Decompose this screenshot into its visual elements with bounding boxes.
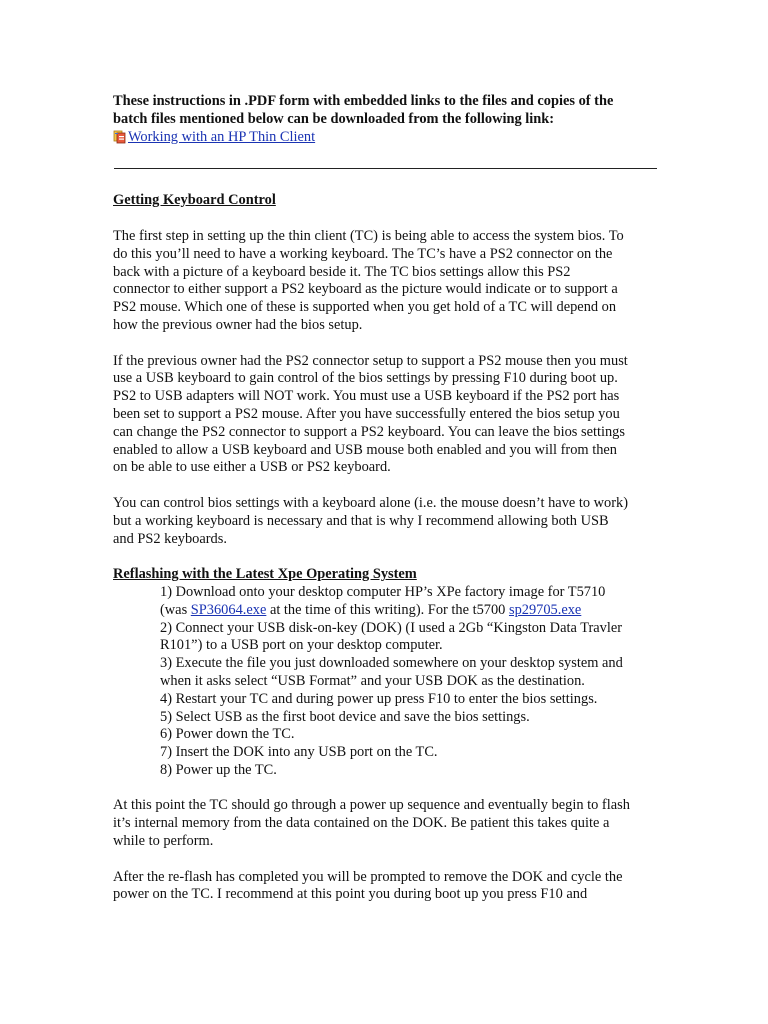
text-line: connector to either support a PS2 keyboard as the picture would indicate or to support a [113,281,618,298]
text-line: If the previous owner had the PS2 connector setup to support a PS2 mouse then you must [113,352,628,369]
text-line: but a working keyboard is necessary and that is why I recommend allowing both USB [113,512,609,529]
step-line [160,602,658,620]
paragraph-keyboard-alone [113,495,658,548]
text-line: PS2 mouse. Which one of these is supported when you get hold of a TC will depend on [113,299,617,316]
download-link[interactable]: Working with an HP Thin Client [128,128,316,145]
text-line: You can control bios settings with a keyboard alone (i.e. the mouse doesn’t have to work) [113,494,629,511]
text-line: on be able to use either a USB or PS2 keyboard. [113,459,391,476]
sp36064-link[interactable]: SP36064.exe [190,601,267,618]
step-line: 3) Execute the file you just downloaded somewhere on your desktop system and [160,655,623,672]
text-line: do this you’ll need to have a working keyboard. The TC’s have a PS2 connector on the [113,245,613,262]
intro-line: batch files mentioned below can be downloaded from the following link: [113,110,555,127]
sp29705-link[interactable]: sp29705.exe [508,601,582,618]
document-page [113,93,658,904]
text-line: and PS2 keyboards. [113,530,227,547]
text-line: enabled to allow a USB keyboard and USB mouse both enabled and you will from then [113,441,617,458]
text-line: can change the PS2 connector to support a PS2 keyboard. You can leave the bios settings [113,423,625,440]
step-line: 4) Restart your TC and during power up press F10 to enter the bios settings. [160,690,598,707]
text-line: been set to support a PS2 mouse. After you have successfully entered the bios setup you [113,405,620,422]
step-line: 6) Power down the TC. [160,726,295,743]
step-line: 8) Power up the TC. [160,761,277,778]
text-line: PS2 to USB adapters will NOT work. You must use a USB keyboard if the PS2 port has [113,388,620,405]
text-line: After the re-flash has completed you will be prompted to remove the DOK and cycle the [113,868,623,885]
text-line: back with a picture of a keyboard beside it. The TC bios settings allow this PS2 [113,263,571,280]
paragraph-flash-sequence [113,797,658,850]
text-line: power on the TC. I recommend at this point you during boot up you press F10 and [113,886,588,903]
paragraph-after-reflash [113,869,658,905]
section-heading: Getting Keyboard Control [113,192,276,209]
step-line: 7) Insert the DOK into any USB port on the TC. [160,744,438,761]
horizontal-divider [114,168,657,169]
text-line: how the previous owner had the bios setup. [113,316,363,333]
reflash-steps-list [113,584,658,780]
step-line: 2) Connect your USB disk-on-key (DOK) (I used a 2Gb “Kingston Data Travler [160,619,623,636]
intro-block [113,93,658,129]
intro-line: These instructions in .PDF form with embedded links to the files and copies of the [113,93,614,109]
download-link-row [113,129,658,147]
step-line: R101”) to a USB port on your desktop computer. [160,637,443,654]
text-line: use a USB keyboard to gain control of the bios settings by pressing F10 during boot up. [113,370,618,387]
pdf-attachment-icon [113,130,127,144]
text-line: it’s internal memory from the data contained on the DOK. Be patient this takes quite a [113,815,610,832]
text-line: At this point the TC should go through a power up sequence and eventually begin to flash [113,797,630,814]
step-line: 1) Download onto your desktop computer HP’s XPe factory image for T5710 [160,583,606,600]
paragraph-keyboard-intro [113,228,658,335]
step-text: (was [160,601,191,618]
section-heading: Reflashing with the Latest Xpe Operating System [113,566,417,583]
step-text: at the time of this writing). For the t5700 [266,601,509,618]
paragraph-ps2-mouse [113,353,658,478]
step-line: when it asks select “USB Format” and your USB DOK as the destination. [160,672,585,689]
text-line: The first step in setting up the thin client (TC) is being able to access the system bios. To [113,227,624,244]
step-line: 5) Select USB as the first boot device and save the bios settings. [160,708,530,725]
text-line: while to perform. [113,833,214,850]
